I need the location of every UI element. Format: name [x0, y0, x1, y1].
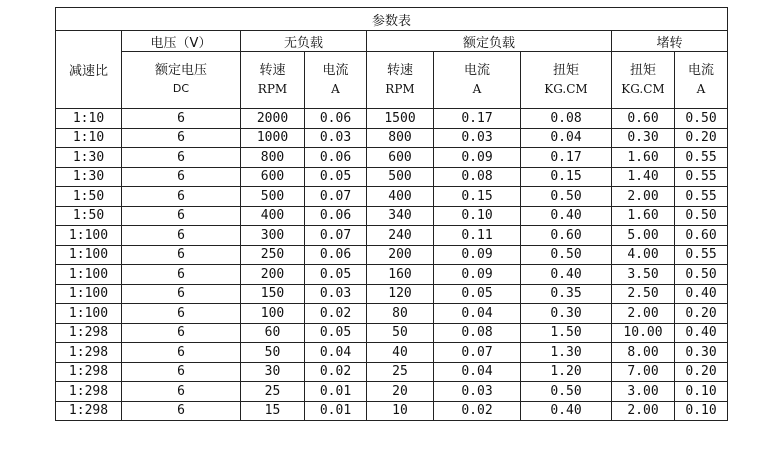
stall-current-cell: 0.55	[675, 245, 728, 265]
ratio-cell: 1:298	[56, 362, 122, 382]
rated-current-cell: 0.09	[434, 148, 521, 168]
rated-speed-cell: 20	[367, 382, 434, 402]
rated-torque-cell: 0.08	[521, 109, 612, 129]
ratio-cell: 1:100	[56, 226, 122, 246]
header-label: 扭矩	[552, 63, 579, 78]
ratio-header: 减速比	[56, 31, 122, 109]
stall-current-cell: 0.55	[675, 167, 728, 187]
stall-current-cell: 0.50	[675, 265, 728, 285]
rated-torque-cell: 0.04	[521, 128, 612, 148]
table-row	[56, 245, 728, 265]
no-load-speed-cell: 150	[241, 284, 305, 304]
rated-speed-cell: 40	[367, 343, 434, 363]
rated-current-cell: 0.07	[434, 343, 521, 363]
ratio-cell: 1:298	[56, 382, 122, 402]
stall-current-cell: 0.55	[675, 148, 728, 168]
rated-current-cell: 0.09	[434, 265, 521, 285]
no-load-current-cell: 0.04	[305, 343, 367, 363]
rated-torque-cell: 1.20	[521, 362, 612, 382]
stall-group-header: 堵转	[612, 31, 728, 52]
rated-voltage-cell: 6	[122, 304, 241, 324]
no-load-current-cell: 0.07	[305, 226, 367, 246]
header-unit: KG.CM	[621, 82, 665, 96]
ratio-cell: 1:30	[56, 167, 122, 187]
no-load-current-cell: 0.05	[305, 265, 367, 285]
no-load-current-cell: 0.01	[305, 401, 367, 421]
ratio-cell: 1:298	[56, 401, 122, 421]
ratio-cell: 1:100	[56, 245, 122, 265]
parameter-table	[55, 7, 728, 421]
rated-torque-cell: 0.50	[521, 382, 612, 402]
rated-current-header	[434, 52, 521, 109]
stall-torque-cell: 4.00	[612, 245, 675, 265]
rated-torque-cell: 0.40	[521, 206, 612, 226]
table-row	[56, 323, 728, 343]
no-load-current-cell: 0.03	[305, 284, 367, 304]
rated-current-cell: 0.05	[434, 284, 521, 304]
header-label: 电流	[322, 63, 349, 78]
rated-voltage-cell: 6	[122, 148, 241, 168]
no-load-speed-cell: 800	[241, 148, 305, 168]
ratio-cell: 1:50	[56, 206, 122, 226]
rated-torque-cell: 0.17	[521, 148, 612, 168]
rated-speed-cell: 500	[367, 167, 434, 187]
rated-current-cell: 0.04	[434, 362, 521, 382]
header-unit: KG.CM	[544, 82, 588, 96]
stall-current-header	[675, 52, 728, 109]
rated-speed-cell: 200	[367, 245, 434, 265]
stall-current-cell: 0.55	[675, 187, 728, 207]
rated-torque-header	[521, 52, 612, 109]
no-load-current-cell: 0.01	[305, 382, 367, 402]
rated-torque-cell: 0.50	[521, 245, 612, 265]
no-load-speed-cell: 250	[241, 245, 305, 265]
stall-torque-header	[612, 52, 675, 109]
rated-torque-cell: 1.30	[521, 343, 612, 363]
rated-current-cell: 0.09	[434, 245, 521, 265]
rated-torque-cell: 0.15	[521, 167, 612, 187]
table-row	[56, 206, 728, 226]
rated-voltage-cell: 6	[122, 284, 241, 304]
rated-voltage-cell: 6	[122, 245, 241, 265]
rated-voltage-cell: 6	[122, 128, 241, 148]
rated-current-cell: 0.08	[434, 167, 521, 187]
stall-current-cell: 0.10	[675, 382, 728, 402]
ratio-cell: 1:100	[56, 284, 122, 304]
no-load-speed-cell: 200	[241, 265, 305, 285]
rated-speed-cell: 340	[367, 206, 434, 226]
rated-voltage-cell: 6	[122, 226, 241, 246]
stall-current-cell: 0.20	[675, 128, 728, 148]
stall-torque-cell: 1.60	[612, 206, 675, 226]
no-load-current-cell: 0.02	[305, 362, 367, 382]
table-row	[56, 382, 728, 402]
rated-voltage-cell: 6	[122, 401, 241, 421]
header-unit: RPM	[257, 82, 288, 96]
stall-torque-cell: 3.50	[612, 265, 675, 285]
rated-speed-cell: 50	[367, 323, 434, 343]
stall-current-cell: 0.40	[675, 323, 728, 343]
table-row	[56, 362, 728, 382]
rated-speed-cell: 80	[367, 304, 434, 324]
no-load-speed-cell: 60	[241, 323, 305, 343]
no-load-speed-cell: 50	[241, 343, 305, 363]
no-load-speed-cell: 400	[241, 206, 305, 226]
no-load-current-cell: 0.06	[305, 206, 367, 226]
rated-torque-cell: 1.50	[521, 323, 612, 343]
ratio-cell: 1:10	[56, 109, 122, 129]
no-load-current-cell: 0.05	[305, 167, 367, 187]
table-row	[56, 304, 728, 324]
header-unit: A	[696, 82, 706, 96]
no-load-current-cell: 0.06	[305, 148, 367, 168]
rated-voltage-cell: 6	[122, 167, 241, 187]
rated-current-cell: 0.03	[434, 128, 521, 148]
table-row	[56, 109, 728, 129]
rated-speed-cell: 120	[367, 284, 434, 304]
rated-current-cell: 0.03	[434, 382, 521, 402]
ratio-cell: 1:100	[56, 265, 122, 285]
no-load-speed-cell: 15	[241, 401, 305, 421]
rated-speed-cell: 600	[367, 148, 434, 168]
table-row	[56, 265, 728, 285]
rated-torque-cell: 0.40	[521, 401, 612, 421]
rated-current-cell: 0.17	[434, 109, 521, 129]
rated-voltage-cell: 6	[122, 206, 241, 226]
no-load-speed-header	[241, 52, 305, 109]
header-unit: RPM	[385, 82, 415, 96]
rated-torque-cell: 0.60	[521, 226, 612, 246]
rated-current-cell: 0.08	[434, 323, 521, 343]
stall-current-cell: 0.50	[675, 109, 728, 129]
stall-torque-cell: 2.00	[612, 187, 675, 207]
stall-torque-cell: 0.30	[612, 128, 675, 148]
stall-current-cell: 0.30	[675, 343, 728, 363]
no-load-speed-cell: 30	[241, 362, 305, 382]
rated-speed-cell: 1500	[367, 109, 434, 129]
table-title: 参数表	[56, 8, 728, 31]
header-label: 电流	[463, 63, 490, 78]
stall-current-cell: 0.60	[675, 226, 728, 246]
table-row	[56, 128, 728, 148]
table-row	[56, 284, 728, 304]
no-load-speed-cell: 25	[241, 382, 305, 402]
rated-speed-cell: 800	[367, 128, 434, 148]
ratio-cell: 1:10	[56, 128, 122, 148]
rated-voltage-cell: 6	[122, 382, 241, 402]
header-unit: DC	[172, 82, 190, 95]
rated-load-group-header: 额定负载	[367, 31, 612, 52]
rated-voltage-cell: 6	[122, 362, 241, 382]
stall-torque-cell: 10.00	[612, 323, 675, 343]
header-label: 扭矩	[629, 63, 656, 78]
rated-speed-cell: 160	[367, 265, 434, 285]
rated-torque-cell: 0.35	[521, 284, 612, 304]
rated-torque-cell: 0.40	[521, 265, 612, 285]
rated-torque-cell: 0.50	[521, 187, 612, 207]
table-row	[56, 401, 728, 421]
rated-voltage-cell: 6	[122, 187, 241, 207]
header-unit: A	[472, 82, 482, 96]
stall-torque-cell: 2.00	[612, 304, 675, 324]
rated-torque-cell: 0.30	[521, 304, 612, 324]
header-label: 转速	[259, 63, 286, 78]
no-load-current-cell: 0.07	[305, 187, 367, 207]
header-label: 额定电压	[154, 63, 207, 78]
rated-speed-cell: 240	[367, 226, 434, 246]
rated-speed-cell: 25	[367, 362, 434, 382]
rated-voltage-cell: 6	[122, 109, 241, 129]
stall-current-cell: 0.50	[675, 206, 728, 226]
no-load-current-cell: 0.06	[305, 109, 367, 129]
no-load-speed-cell: 500	[241, 187, 305, 207]
rated-voltage-cell: 6	[122, 343, 241, 363]
stall-torque-cell: 1.60	[612, 148, 675, 168]
no-load-current-header	[305, 52, 367, 109]
no-load-current-cell: 0.06	[305, 245, 367, 265]
rated-speed-cell: 10	[367, 401, 434, 421]
ratio-cell: 1:298	[56, 323, 122, 343]
no-load-speed-cell: 300	[241, 226, 305, 246]
voltage-group-header: 电压（V）	[122, 31, 241, 52]
no-load-speed-cell: 1000	[241, 128, 305, 148]
no-load-current-cell: 0.03	[305, 128, 367, 148]
no-load-group-header: 无负载	[241, 31, 367, 52]
table-row	[56, 167, 728, 187]
rated-current-cell: 0.02	[434, 401, 521, 421]
stall-torque-cell: 7.00	[612, 362, 675, 382]
stall-torque-cell: 2.00	[612, 401, 675, 421]
rated-speed-header	[367, 52, 434, 109]
stall-current-cell: 0.10	[675, 401, 728, 421]
table-row	[56, 187, 728, 207]
rated-current-cell: 0.04	[434, 304, 521, 324]
stall-torque-cell: 3.00	[612, 382, 675, 402]
stall-torque-cell: 2.50	[612, 284, 675, 304]
ratio-cell: 1:50	[56, 187, 122, 207]
stall-torque-cell: 0.60	[612, 109, 675, 129]
no-load-current-cell: 0.05	[305, 323, 367, 343]
stall-torque-cell: 1.40	[612, 167, 675, 187]
ratio-cell: 1:100	[56, 304, 122, 324]
stall-torque-cell: 5.00	[612, 226, 675, 246]
no-load-speed-cell: 100	[241, 304, 305, 324]
rated-current-cell: 0.15	[434, 187, 521, 207]
rated-voltage-cell: 6	[122, 265, 241, 285]
rated-current-cell: 0.10	[434, 206, 521, 226]
table-row	[56, 148, 728, 168]
table-row	[56, 343, 728, 363]
table-row	[56, 226, 728, 246]
stall-torque-cell: 8.00	[612, 343, 675, 363]
header-label: 电流	[688, 63, 715, 78]
no-load-current-cell: 0.02	[305, 304, 367, 324]
ratio-cell: 1:298	[56, 343, 122, 363]
stall-current-cell: 0.40	[675, 284, 728, 304]
ratio-cell: 1:30	[56, 148, 122, 168]
rated-speed-cell: 400	[367, 187, 434, 207]
rated-voltage-header	[122, 52, 241, 109]
stall-current-cell: 0.20	[675, 304, 728, 324]
rated-voltage-cell: 6	[122, 323, 241, 343]
no-load-speed-cell: 600	[241, 167, 305, 187]
rated-current-cell: 0.11	[434, 226, 521, 246]
header-unit: A	[331, 82, 340, 96]
stall-current-cell: 0.20	[675, 362, 728, 382]
no-load-speed-cell: 2000	[241, 109, 305, 129]
header-label: 转速	[386, 63, 413, 78]
